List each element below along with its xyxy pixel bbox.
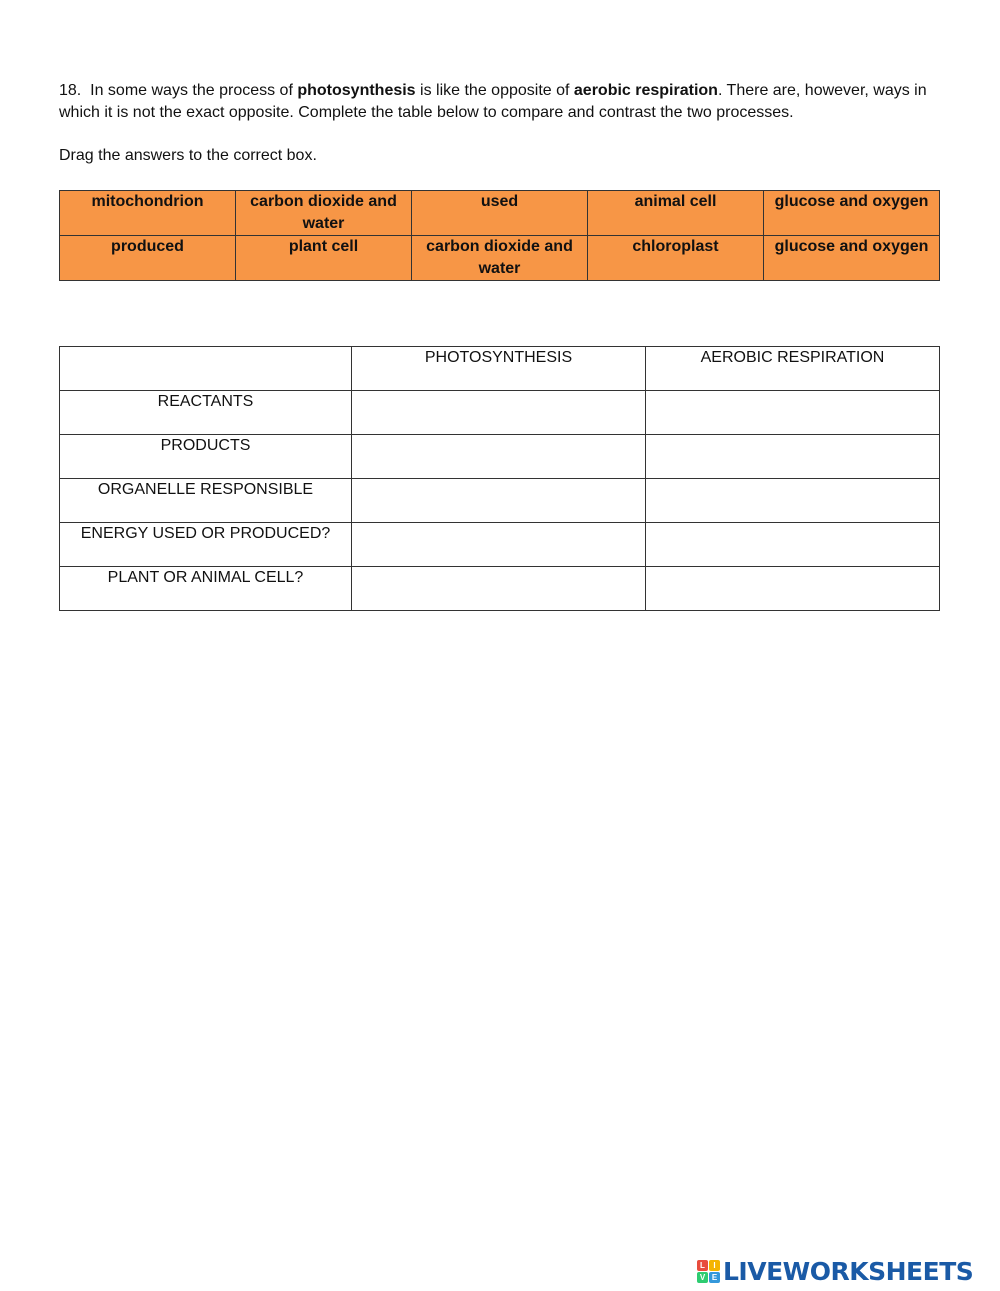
draggable-answer[interactable]: chloroplast <box>588 236 764 281</box>
header-aerobic-respiration: AEROBIC RESPIRATION <box>646 347 940 391</box>
table-row <box>60 435 940 479</box>
draggable-answer[interactable]: produced <box>60 236 236 281</box>
header-empty-cell <box>60 347 352 391</box>
table-row <box>60 479 940 523</box>
drop-zone-photosynthesis-reactants[interactable] <box>352 391 646 435</box>
draggable-answer[interactable]: carbon dioxide and water <box>236 191 412 236</box>
row-label-reactants: REACTANTS <box>60 391 352 435</box>
answer-bank <box>59 190 940 281</box>
table-row <box>60 567 940 611</box>
answer-bank-row <box>60 191 940 236</box>
draggable-answer[interactable]: animal cell <box>588 191 764 236</box>
live-logo-icon <box>697 1260 720 1283</box>
drop-zone-photosynthesis-energy[interactable] <box>352 523 646 567</box>
row-label-energy: ENERGY USED OR PRODUCED? <box>60 523 352 567</box>
drop-zone-photosynthesis-organelle[interactable] <box>352 479 646 523</box>
draggable-answer[interactable]: carbon dioxide and water <box>412 236 588 281</box>
liveworksheets-logo <box>697 1256 973 1286</box>
draggable-answer[interactable]: glucose and oxygen <box>764 236 940 281</box>
logo-tile: I <box>709 1260 720 1271</box>
row-label-products: PRODUCTS <box>60 435 352 479</box>
question-text <box>59 80 944 124</box>
draggable-answer[interactable]: used <box>412 191 588 236</box>
table-row <box>60 523 940 567</box>
draggable-answer[interactable]: mitochondrion <box>60 191 236 236</box>
drop-zone-photosynthesis-cell-type[interactable] <box>352 567 646 611</box>
drop-zone-respiration-products[interactable] <box>646 435 940 479</box>
logo-tile: V <box>697 1272 708 1283</box>
drop-zone-respiration-energy[interactable] <box>646 523 940 567</box>
row-label-organelle: ORGANELLE RESPONSIBLE <box>60 479 352 523</box>
header-photosynthesis: PHOTOSYNTHESIS <box>352 347 646 391</box>
drop-zone-photosynthesis-products[interactable] <box>352 435 646 479</box>
logo-tile: E <box>709 1272 720 1283</box>
logo-tile: L <box>697 1260 708 1271</box>
instruction-text: Drag the answers to the correct box. <box>59 147 317 164</box>
draggable-answer[interactable]: plant cell <box>236 236 412 281</box>
drop-zone-respiration-organelle[interactable] <box>646 479 940 523</box>
logo-text: LIVEWORKSHEETS <box>723 1256 974 1286</box>
drop-zone-respiration-reactants[interactable] <box>646 391 940 435</box>
question-part-2: is like the opposite of <box>415 82 574 99</box>
table-row <box>60 391 940 435</box>
keyword-photosynthesis: photosynthesis <box>297 82 416 99</box>
answer-bank-row <box>60 236 940 281</box>
comparison-header-row <box>60 347 940 391</box>
row-label-cell-type: PLANT OR ANIMAL CELL? <box>60 567 352 611</box>
draggable-answer[interactable]: glucose and oxygen <box>764 191 940 236</box>
question-number: 18. <box>59 82 82 99</box>
comparison-table <box>59 346 940 611</box>
question-part-3: . There are, however, ways in which it is not the exact opposite. Complete the table below to compare and contrast the two processes. <box>59 82 927 121</box>
question-part-1: In some ways the process of <box>90 82 298 99</box>
keyword-aerobic-respiration: aerobic respiration <box>573 82 718 99</box>
drop-zone-respiration-cell-type[interactable] <box>646 567 940 611</box>
